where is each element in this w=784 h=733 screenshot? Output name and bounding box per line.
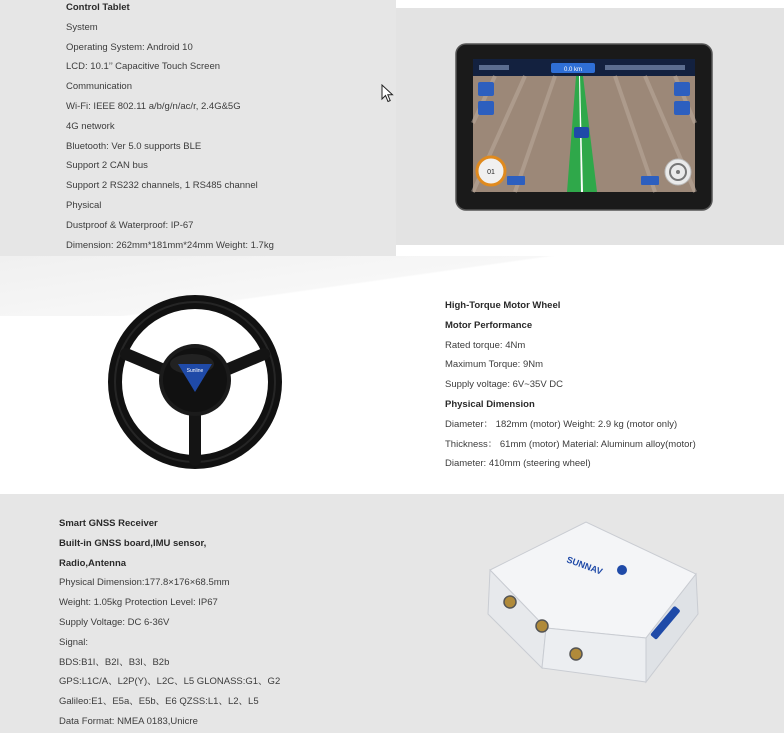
tablet-spec-item: Operating System: Android 10	[66, 41, 193, 53]
gnss-subtitle: Radio,Antenna	[59, 557, 127, 569]
tablet-status-value: 0.0 km	[563, 67, 583, 73]
tablet-title: Control Tablet	[66, 2, 130, 13]
gnss-title: Smart GNSS Receiver	[59, 518, 158, 529]
tablet-spec-item: System	[66, 21, 98, 33]
tablet-spec-item: Wi-Fi: IEEE 802.11 a/b/g/n/ac/r, 2.4G&5G	[66, 100, 241, 112]
gnss-spec-item: Physical Dimension:177.8×176×68.5mm	[59, 577, 230, 589]
gnss-spec-item: BDS:B1I、B2I、B3I、B2b	[59, 656, 170, 668]
wheel-spec-item: Diameter： 182mm (motor) Weight: 2.9 kg (motor only)	[445, 418, 678, 430]
steering-wheel-image	[104, 292, 286, 472]
wheel-spec-item: Maximum Torque: 9Nm	[445, 359, 544, 371]
tablet-spec-item: Dustproof & Waterproof: IP-67	[66, 219, 194, 231]
tablet-speed-value: 01	[487, 169, 495, 176]
tablet-image	[455, 43, 713, 211]
gnss-subtitle: Built-in GNSS board,IMU sensor,	[59, 537, 207, 549]
wheel-spec-item: Diameter: 410mm (steering wheel)	[445, 458, 591, 470]
wheel-subtitle: Physical Dimension	[445, 398, 535, 410]
gnss-spec-item: Supply Voltage: DC 6-36V	[59, 616, 170, 628]
tablet-spec-item: 4G network	[66, 120, 115, 132]
wheel-subtitle: Motor Performance	[445, 319, 533, 331]
wheel-spec-item: Rated torque: 4Nm	[445, 339, 526, 351]
tablet-spec-item: Communication	[66, 81, 132, 93]
wheel-spec-item: Supply voltage: 6V~35V DC	[445, 379, 564, 391]
tablet-spec-item: LCD: 10.1’’ Capacitive Touch Screen	[66, 61, 221, 73]
gnss-spec-item: Weight: 1.05kg Protection Level: IP67	[59, 597, 218, 609]
gnss-spec-item: Signal:	[59, 636, 89, 648]
gnss-receiver-image	[486, 518, 700, 688]
tablet-spec-item: Bluetooth: Ver 5.0 supports BLE	[66, 140, 202, 152]
wheel-title: High-Torque Motor Wheel	[445, 300, 561, 311]
tablet-spec-list	[66, 0, 274, 255]
gnss-spec-item: Galileo:E1、E5a、E5b、E6 QZSS:L1、L2、L5	[59, 696, 259, 708]
tablet-spec-item: Support 2 CAN bus	[66, 160, 148, 172]
wheel-spec-item: Thickness： 61mm (motor) Material: Aluminum alloy(motor)	[445, 438, 696, 450]
tablet-spec-item: Dimension: 262mm*181mm*24mm Weight: 1.7kg	[66, 239, 274, 251]
gnss-spec-list	[59, 514, 280, 732]
tablet-spec-item: Support 2 RS232 channels, 1 RS485 channel	[66, 180, 258, 192]
gnss-spec-item: Data Format: NMEA 0183,Unicre	[59, 715, 198, 727]
gnss-spec-item: GPS:L1C/A、L2P(Y)、L2C、L5 GLONASS:G1、G2	[59, 676, 281, 688]
tablet-spec-item: Physical	[66, 199, 102, 211]
wheel-spec-list	[445, 296, 696, 474]
cursor-arrow-icon	[381, 84, 395, 104]
wheel-brand-logo: Sunline	[186, 368, 204, 374]
gnss-brand-logo: SUNNAV	[565, 554, 604, 577]
